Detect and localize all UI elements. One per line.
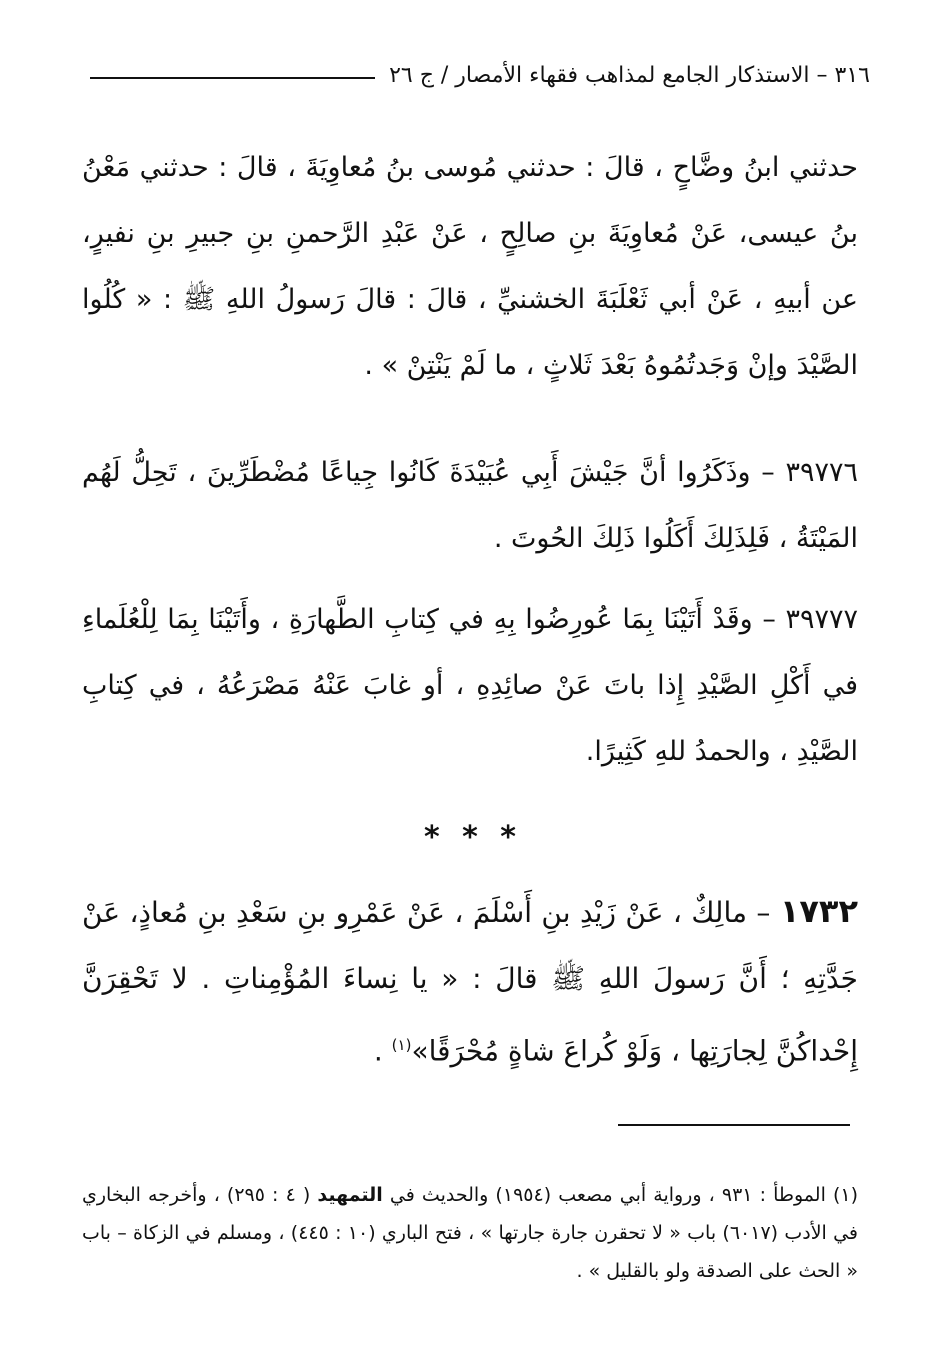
footnote-1	[82, 1176, 858, 1290]
paragraph-text: – وذَكَرُوا أنَّ جَيْشَ أَبِي عُبَيْدَةَ كَانُوا جِياعًا مُضْطَرِّينَ ، تَحِلُّ لَهُم المَيْتَةُ ، فَلِذَلِكَ أَكَلُوا ذَلِكَ الحُوتَ .	[82, 457, 858, 554]
footnote-text-b: ( ٤ : ٢٩٥) ، وأخرجه البخاري في الأدب (٦٠١٧) باب « لا تحقرن جارة جارتها » ، فتح الباري (١٠ : ٤٤٥) ، ومسلم في الزكاة – باب « الحث على الصدقة ولو بالقليل » .	[82, 1184, 859, 1282]
header-rule	[90, 77, 375, 79]
footnote-rule	[618, 1124, 850, 1126]
hadith-number: ١٧٣٢	[779, 892, 858, 930]
paragraph-number: ٣٩٧٧٦	[785, 457, 858, 488]
paragraph-1-text: حدثني ابنُ وضَّاحٍ ، قالَ : حدثني مُوسى بنُ مُعاوِيَةَ ، قالَ : حدثني مَعْنُ بنُ عيسى، عَنْ مُعاوِيَةَ بنِ صالِحٍ ، عَنْ عَبْدِ الرَّحمنِ بنِ جبيرِ بنِ نفيرٍ، عن أبيهِ ، عَنْ أبي ثَعْلَبَةَ الخشنيِّ ، قالَ : قالَ رَسولُ اللهِ ﷺ : « كُلُوا الصَّيْدَ وإنْ وَجَدتُمُوهُ بَعْدَ ثَلاثٍ ، ما لَمْ يَنْتِنْ » .	[82, 152, 858, 381]
hadith-1732	[82, 878, 858, 1084]
footnote-ref: (١)	[391, 1036, 412, 1054]
paragraph-number: ٣٩٧٧٧	[785, 604, 858, 635]
paragraph-1	[82, 135, 858, 399]
section-divider-stars: * * *	[424, 820, 522, 855]
header-title: ٣١٦ – الاستذكار الجامع لمذاهب فقهاء الأمصار / ج ٢٦	[389, 62, 870, 88]
paragraph-39777	[82, 587, 858, 785]
paragraph-39776	[82, 440, 858, 572]
hadith-end: .	[373, 1034, 392, 1068]
footnote-text-a: (١) الموطأ : ٩٣١ ، ورواية أبي مصعب (١٩٥٤) والحديث في	[382, 1184, 858, 1206]
paragraph-text: – وقَدْ أَتَيْنَا بِمَا عُورِضُوا بِهِ في كِتابِ الطَّهارَةِ ، وأَتَيْنَا بِمَا لِلْعُلَماءِ في أَكْلِ الصَّيْدِ إِذا باتَ عَنْ صائِدِهِ ، أو غابَ عَنْهُ مَصْرَعُهُ ، في كِتابِ الصَّيْدِ ، والحمدُ للهِ كَثِيرًا.	[82, 604, 858, 767]
hadith-text: – مالِكٌ ، عَنْ زَيْدِ بنِ أَسْلَمَ ، عَنْ عَمْرِو بنِ سَعْدِ بنِ مُعاذٍ، عَنْ جَدَّتِهِ ؛ أَنَّ رَسولَ اللهِ ﷺ قالَ : « يا نِساءَ المُؤْمِناتِ . لا تَحْقِرَنَّ إِحْداكُنَّ لِجارَتِها ، وَلَوْ كُراعَ شاةٍ مُحْرَقًا»	[82, 896, 858, 1068]
page-header	[90, 55, 870, 95]
footnote-book-title: التمهيد	[317, 1184, 383, 1206]
